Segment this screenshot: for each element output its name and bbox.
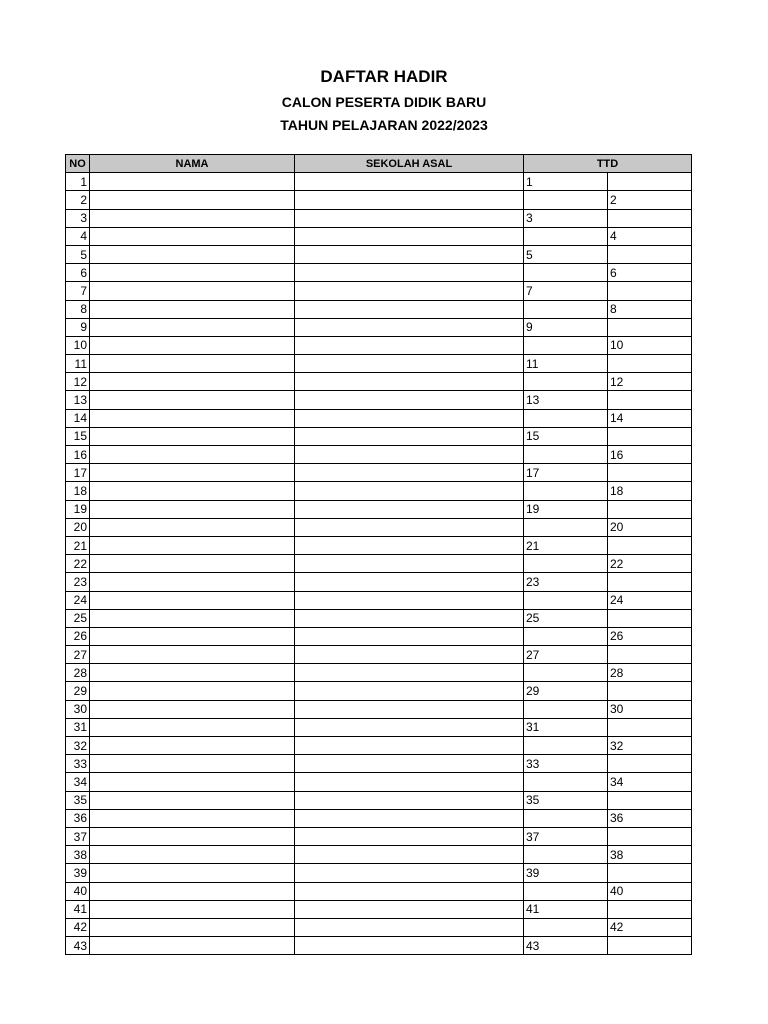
signature-cell-left[interactable]: 17 [524, 464, 608, 482]
signature-cell-right[interactable] [608, 682, 692, 700]
row-number: 29 [66, 682, 90, 700]
nama-cell[interactable] [90, 791, 295, 809]
nama-cell[interactable] [90, 464, 295, 482]
row-number: 38 [66, 846, 90, 864]
row-number: 26 [66, 627, 90, 645]
row-number: 12 [66, 373, 90, 391]
table-row [66, 427, 692, 445]
table-row [66, 755, 692, 773]
row-number: 16 [66, 446, 90, 464]
sekolah-asal-cell[interactable] [295, 536, 524, 554]
signature-cell-left[interactable] [524, 846, 608, 864]
nama-cell[interactable] [90, 609, 295, 627]
signature-cell-right[interactable] [608, 282, 692, 300]
sekolah-asal-cell[interactable] [295, 173, 524, 191]
row-number: 6 [66, 264, 90, 282]
row-number: 41 [66, 900, 90, 918]
table-row [66, 918, 692, 936]
signature-cell-left[interactable]: 23 [524, 573, 608, 591]
nama-cell[interactable] [90, 391, 295, 409]
signature-cell-right[interactable]: 26 [608, 627, 692, 645]
signature-cell-right[interactable] [608, 536, 692, 554]
sekolah-asal-cell[interactable] [295, 827, 524, 845]
signature-cell-left[interactable]: 11 [524, 355, 608, 373]
signature-cell-left[interactable] [524, 373, 608, 391]
signature-cell-right[interactable] [608, 646, 692, 664]
row-number: 14 [66, 409, 90, 427]
signature-cell-right[interactable] [608, 900, 692, 918]
signature-cell-right[interactable]: 32 [608, 737, 692, 755]
nama-cell[interactable] [90, 573, 295, 591]
signature-cell-left[interactable]: 5 [524, 245, 608, 263]
sekolah-asal-cell[interactable] [295, 882, 524, 900]
row-number: 37 [66, 827, 90, 845]
row-number: 3 [66, 209, 90, 227]
sekolah-asal-cell[interactable] [295, 609, 524, 627]
signature-cell-left[interactable]: 25 [524, 609, 608, 627]
column-header-sekolah-asal: SEKOLAH ASAL [295, 155, 524, 173]
signature-cell-left[interactable]: 1 [524, 173, 608, 191]
column-header-no: NO [66, 155, 90, 173]
signature-cell-right[interactable] [608, 427, 692, 445]
sekolah-asal-cell[interactable] [295, 900, 524, 918]
signature-cell-right[interactable]: 10 [608, 336, 692, 354]
table-row [66, 191, 692, 209]
nama-cell[interactable] [90, 227, 295, 245]
row-number: 40 [66, 882, 90, 900]
signature-cell-right[interactable]: 16 [608, 446, 692, 464]
row-number: 23 [66, 573, 90, 591]
sekolah-asal-cell[interactable] [295, 664, 524, 682]
nama-cell[interactable] [90, 482, 295, 500]
sekolah-asal-cell[interactable] [295, 227, 524, 245]
nama-cell[interactable] [90, 718, 295, 736]
sekolah-asal-cell[interactable] [295, 700, 524, 718]
nama-cell[interactable] [90, 282, 295, 300]
table-row [66, 827, 692, 845]
table-row [66, 300, 692, 318]
signature-cell-right[interactable]: 40 [608, 882, 692, 900]
signature-cell-right[interactable]: 6 [608, 264, 692, 282]
nama-cell[interactable] [90, 900, 295, 918]
row-number: 2 [66, 191, 90, 209]
row-number: 17 [66, 464, 90, 482]
nama-cell[interactable] [90, 500, 295, 518]
column-header-ttd: TTD [524, 155, 692, 173]
signature-cell-left[interactable] [524, 700, 608, 718]
sekolah-asal-cell[interactable] [295, 245, 524, 263]
row-number: 39 [66, 864, 90, 882]
table-row [66, 555, 692, 573]
table-row [66, 446, 692, 464]
signature-cell-right[interactable] [608, 609, 692, 627]
signature-cell-right[interactable]: 22 [608, 555, 692, 573]
table-row [66, 173, 692, 191]
table-row [66, 464, 692, 482]
nama-cell[interactable] [90, 536, 295, 554]
sekolah-asal-cell[interactable] [295, 864, 524, 882]
signature-cell-left[interactable] [524, 591, 608, 609]
signature-cell-left[interactable]: 19 [524, 500, 608, 518]
signature-cell-left[interactable]: 21 [524, 536, 608, 554]
signature-cell-left[interactable]: 35 [524, 791, 608, 809]
sekolah-asal-cell[interactable] [295, 646, 524, 664]
nama-cell[interactable] [90, 846, 295, 864]
signature-cell-left[interactable] [524, 882, 608, 900]
nama-cell[interactable] [90, 191, 295, 209]
signature-cell-right[interactable] [608, 827, 692, 845]
sekolah-asal-cell[interactable] [295, 918, 524, 936]
row-number: 21 [66, 536, 90, 554]
row-number: 22 [66, 555, 90, 573]
signature-cell-right[interactable]: 36 [608, 809, 692, 827]
nama-cell[interactable] [90, 627, 295, 645]
table-row [66, 864, 692, 882]
nama-cell[interactable] [90, 809, 295, 827]
row-number: 36 [66, 809, 90, 827]
signature-cell-right[interactable] [608, 318, 692, 336]
signature-cell-right[interactable] [608, 864, 692, 882]
table-row [66, 373, 692, 391]
sekolah-asal-cell[interactable] [295, 937, 524, 955]
sekolah-asal-cell[interactable] [295, 791, 524, 809]
sekolah-asal-cell[interactable] [295, 482, 524, 500]
row-number: 5 [66, 245, 90, 263]
row-number: 9 [66, 318, 90, 336]
sekolah-asal-cell[interactable] [295, 809, 524, 827]
table-row [66, 245, 692, 263]
sekolah-asal-cell[interactable] [295, 373, 524, 391]
signature-cell-left[interactable] [524, 555, 608, 573]
table-row [66, 573, 692, 591]
table-row [66, 773, 692, 791]
nama-cell[interactable] [90, 318, 295, 336]
sekolah-asal-cell[interactable] [295, 500, 524, 518]
nama-cell[interactable] [90, 336, 295, 354]
sekolah-asal-cell[interactable] [295, 427, 524, 445]
signature-cell-left[interactable]: 15 [524, 427, 608, 445]
signature-cell-right[interactable]: 34 [608, 773, 692, 791]
table-row [66, 282, 692, 300]
table-row [66, 336, 692, 354]
table-row [66, 700, 692, 718]
signature-cell-left[interactable]: 7 [524, 282, 608, 300]
sekolah-asal-cell[interactable] [295, 591, 524, 609]
signature-cell-left[interactable] [524, 227, 608, 245]
nama-cell[interactable] [90, 173, 295, 191]
signature-cell-left[interactable]: 29 [524, 682, 608, 700]
row-number: 28 [66, 664, 90, 682]
nama-cell[interactable] [90, 245, 295, 263]
row-number: 10 [66, 336, 90, 354]
signature-cell-right[interactable] [608, 355, 692, 373]
nama-cell[interactable] [90, 646, 295, 664]
row-number: 11 [66, 355, 90, 373]
signature-cell-left[interactable] [524, 737, 608, 755]
sekolah-asal-cell[interactable] [295, 518, 524, 536]
signature-cell-right[interactable]: 14 [608, 409, 692, 427]
nama-cell[interactable] [90, 755, 295, 773]
table-header-row [66, 155, 692, 173]
page-title: DAFTAR HADIR [320, 67, 448, 86]
nama-cell[interactable] [90, 409, 295, 427]
signature-cell-left[interactable] [524, 264, 608, 282]
sekolah-asal-cell[interactable] [295, 464, 524, 482]
row-number: 34 [66, 773, 90, 791]
row-number: 7 [66, 282, 90, 300]
table-row [66, 209, 692, 227]
signature-cell-left[interactable] [524, 773, 608, 791]
signature-cell-right[interactable] [608, 755, 692, 773]
row-number: 30 [66, 700, 90, 718]
signature-cell-left[interactable]: 3 [524, 209, 608, 227]
table-row [66, 318, 692, 336]
sekolah-asal-cell[interactable] [295, 627, 524, 645]
signature-cell-left[interactable]: 39 [524, 864, 608, 882]
row-number: 33 [66, 755, 90, 773]
signature-cell-right[interactable] [608, 245, 692, 263]
table-row [66, 900, 692, 918]
nama-cell[interactable] [90, 427, 295, 445]
table-body [66, 173, 692, 955]
signature-cell-right[interactable] [608, 937, 692, 955]
nama-cell[interactable] [90, 682, 295, 700]
signature-cell-right[interactable]: 20 [608, 518, 692, 536]
nama-cell[interactable] [90, 555, 295, 573]
row-number: 24 [66, 591, 90, 609]
nama-cell[interactable] [90, 591, 295, 609]
sekolah-asal-cell[interactable] [295, 336, 524, 354]
sekolah-asal-cell[interactable] [295, 737, 524, 755]
nama-cell[interactable] [90, 373, 295, 391]
signature-cell-right[interactable] [608, 391, 692, 409]
nama-cell[interactable] [90, 300, 295, 318]
table-row [66, 682, 692, 700]
sekolah-asal-cell[interactable] [295, 355, 524, 373]
row-number: 42 [66, 918, 90, 936]
signature-cell-right[interactable]: 8 [608, 300, 692, 318]
signature-cell-right[interactable]: 42 [608, 918, 692, 936]
nama-cell[interactable] [90, 355, 295, 373]
signature-cell-right[interactable] [608, 791, 692, 809]
signature-cell-left[interactable]: 33 [524, 755, 608, 773]
row-number: 8 [66, 300, 90, 318]
nama-cell[interactable] [90, 937, 295, 955]
table-row [66, 518, 692, 536]
signature-cell-right[interactable] [608, 209, 692, 227]
nama-cell[interactable] [90, 882, 295, 900]
sekolah-asal-cell[interactable] [295, 264, 524, 282]
signature-cell-left[interactable] [524, 664, 608, 682]
sekolah-asal-cell[interactable] [295, 391, 524, 409]
row-number: 35 [66, 791, 90, 809]
signature-cell-right[interactable]: 30 [608, 700, 692, 718]
nama-cell[interactable] [90, 864, 295, 882]
table-row [66, 664, 692, 682]
table-row [66, 809, 692, 827]
row-number: 43 [66, 937, 90, 955]
signature-cell-left[interactable] [524, 482, 608, 500]
signature-cell-left[interactable] [524, 918, 608, 936]
table-row [66, 627, 692, 645]
signature-cell-left[interactable] [524, 191, 608, 209]
signature-cell-left[interactable]: 27 [524, 646, 608, 664]
nama-cell[interactable] [90, 773, 295, 791]
signature-cell-left[interactable]: 13 [524, 391, 608, 409]
signature-cell-right[interactable]: 18 [608, 482, 692, 500]
table-row [66, 227, 692, 245]
nama-cell[interactable] [90, 264, 295, 282]
sekolah-asal-cell[interactable] [295, 446, 524, 464]
signature-cell-right[interactable]: 12 [608, 373, 692, 391]
table-row [66, 646, 692, 664]
column-header-nama: NAMA [90, 155, 295, 173]
table-row [66, 409, 692, 427]
table-row [66, 264, 692, 282]
signature-cell-left[interactable] [524, 300, 608, 318]
signature-cell-left[interactable] [524, 336, 608, 354]
signature-cell-right[interactable]: 38 [608, 846, 692, 864]
table-row [66, 609, 692, 627]
nama-cell[interactable] [90, 518, 295, 536]
table-row [66, 391, 692, 409]
sekolah-asal-cell[interactable] [295, 318, 524, 336]
table-row [66, 536, 692, 554]
row-number: 13 [66, 391, 90, 409]
sekolah-asal-cell[interactable] [295, 555, 524, 573]
nama-cell[interactable] [90, 827, 295, 845]
sekolah-asal-cell[interactable] [295, 573, 524, 591]
signature-cell-left[interactable]: 31 [524, 718, 608, 736]
sekolah-asal-cell[interactable] [295, 409, 524, 427]
table-row [66, 791, 692, 809]
signature-cell-left[interactable] [524, 409, 608, 427]
table-row [66, 737, 692, 755]
sekolah-asal-cell[interactable] [295, 773, 524, 791]
signature-cell-left[interactable]: 37 [524, 827, 608, 845]
sekolah-asal-cell[interactable] [295, 682, 524, 700]
signature-cell-left[interactable] [524, 627, 608, 645]
page-subtitle: CALON PESERTA DIDIK BARU [281, 94, 487, 110]
signature-cell-left[interactable] [524, 809, 608, 827]
row-number: 25 [66, 609, 90, 627]
attendance-table [65, 154, 692, 955]
sekolah-asal-cell[interactable] [295, 191, 524, 209]
table-row [66, 591, 692, 609]
table-row [66, 718, 692, 736]
nama-cell[interactable] [90, 446, 295, 464]
table-row [66, 882, 692, 900]
nama-cell[interactable] [90, 209, 295, 227]
nama-cell[interactable] [90, 737, 295, 755]
sekolah-asal-cell[interactable] [295, 209, 524, 227]
row-number: 27 [66, 646, 90, 664]
table-row [66, 937, 692, 955]
nama-cell[interactable] [90, 664, 295, 682]
signature-cell-right[interactable] [608, 464, 692, 482]
row-number: 32 [66, 737, 90, 755]
signature-cell-left[interactable]: 9 [524, 318, 608, 336]
sekolah-asal-cell[interactable] [295, 718, 524, 736]
sekolah-asal-cell[interactable] [295, 300, 524, 318]
nama-cell[interactable] [90, 700, 295, 718]
row-number: 1 [66, 173, 90, 191]
row-number: 19 [66, 500, 90, 518]
sekolah-asal-cell[interactable] [295, 846, 524, 864]
row-number: 20 [66, 518, 90, 536]
signature-cell-right[interactable] [608, 173, 692, 191]
signature-cell-right[interactable] [608, 500, 692, 518]
signature-cell-left[interactable] [524, 446, 608, 464]
table-row [66, 482, 692, 500]
signature-cell-right[interactable] [608, 573, 692, 591]
sekolah-asal-cell[interactable] [295, 755, 524, 773]
signature-cell-left[interactable] [524, 518, 608, 536]
signature-cell-left[interactable]: 43 [524, 937, 608, 955]
row-number: 15 [66, 427, 90, 445]
signature-cell-right[interactable]: 2 [608, 191, 692, 209]
signature-cell-right[interactable]: 24 [608, 591, 692, 609]
signature-cell-right[interactable]: 4 [608, 227, 692, 245]
academic-year: TAHUN PELAJARAN 2022/2023 [280, 117, 488, 133]
table-row [66, 846, 692, 864]
row-number: 31 [66, 718, 90, 736]
sekolah-asal-cell[interactable] [295, 282, 524, 300]
nama-cell[interactable] [90, 918, 295, 936]
signature-cell-right[interactable] [608, 718, 692, 736]
table-row [66, 500, 692, 518]
table-row [66, 355, 692, 373]
row-number: 4 [66, 227, 90, 245]
signature-cell-left[interactable]: 41 [524, 900, 608, 918]
row-number: 18 [66, 482, 90, 500]
signature-cell-right[interactable]: 28 [608, 664, 692, 682]
